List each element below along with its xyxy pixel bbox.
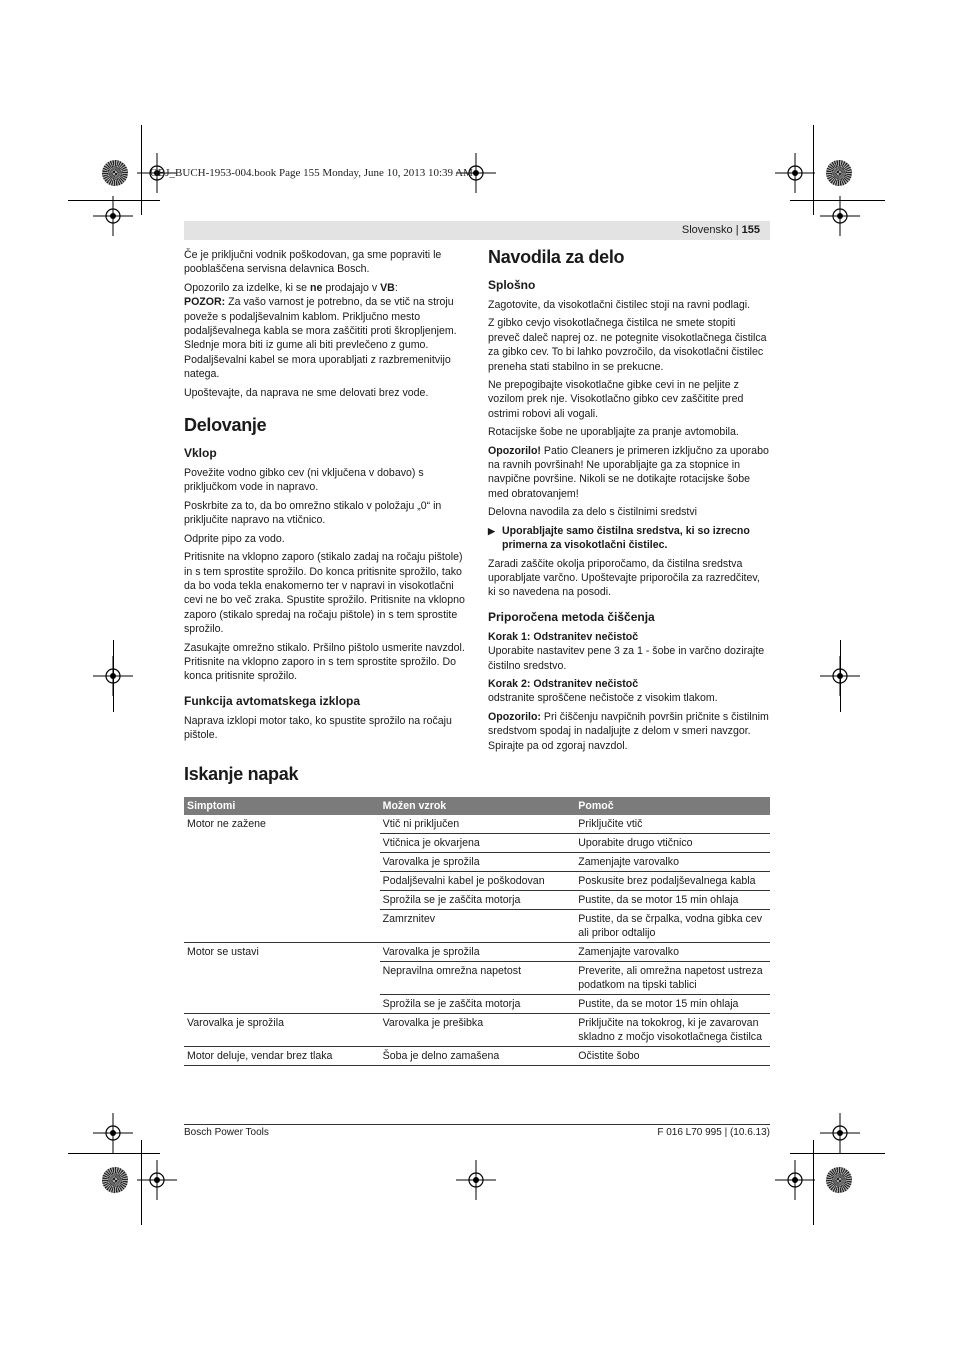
remedy-cell: Pustite, da se motor 15 min ohlaja (575, 995, 770, 1014)
table-row (184, 1047, 770, 1066)
remedy-cell: Zamenjajte varovalko (575, 943, 770, 962)
paragraph: Povežite vodno gibko cev (ni vključena v dobavo) s priključkom vode in napravo. (184, 467, 424, 494)
cause-cell: Podaljševalni kabel je poškodovan (380, 872, 576, 891)
registration-cross-icon (456, 1160, 496, 1200)
registration-cross-icon (775, 153, 815, 193)
remedy-cell: Pustite, da se črpalka, vodna gibka cev ali pribor odtalijo (575, 910, 770, 943)
cause-cell: Varovalka je sprožila (380, 853, 576, 872)
subheading-metoda: Priporočena metoda čiščenja (488, 609, 655, 624)
section-heading-delovanje: Delovanje (184, 415, 267, 436)
table-header-row (184, 797, 770, 815)
symptom-cell: Motor se ustavi (184, 943, 380, 1014)
column-header: Simptomi (184, 797, 380, 815)
registration-cross-icon (137, 1160, 177, 1200)
step-title: Korak 2: Odstranitev nečistoč (488, 677, 639, 690)
color-target-icon (102, 160, 128, 186)
crop-line (790, 200, 885, 201)
paragraph: Zaradi zaščite okolja priporočamo, da čistilna sredstva uporabljate varčno. Upoštevajte priporočila za razredčitev, ki so navedena na posodi. (488, 557, 760, 599)
paragraph: Z gibko cevjo visokotlačnega čistilca ne smete stopiti preveč daleč naprej oz. ne potegnite visokotlačnega čistilca za gibko cev. To bi lahko povzročilo, da visokotlačni čistilec preneha stati stabilno in se prekucne. (488, 317, 767, 373)
symptom-cell: Motor deluje, vendar brez tlaka (184, 1047, 380, 1066)
right-column (488, 246, 770, 757)
crop-line (68, 1153, 160, 1154)
subheading-splosno: Splošno (488, 278, 536, 292)
color-target-icon (102, 1167, 128, 1193)
page-number: 155 (741, 224, 760, 236)
footer-doc-id: F 016 L70 995 | (10.6.13) (657, 1127, 770, 1138)
registration-cross-icon (93, 196, 133, 236)
section-heading-navodila: Navodila za delo (488, 247, 625, 267)
paragraph: Zagotovite, da visokotlačni čistilec stoji na ravni podlagi. (488, 299, 751, 311)
remedy-cell: Zamenjajte varovalko (575, 853, 770, 872)
section-heading-iskanje: Iskanje napak (184, 764, 299, 784)
troubleshooting-table (184, 797, 770, 1066)
registration-cross-icon (820, 196, 860, 236)
paragraph: Če je priključni vodnik poškodovan, ga sme popraviti le pooblaščena servisna delavnica Bosch. (184, 249, 442, 276)
registration-cross-icon (775, 1160, 815, 1200)
crop-line (840, 640, 841, 712)
remedy-cell: Priključite na tokokrog, ki je zavarovan skladno z močjo visokotlačnega čistilca (575, 1014, 770, 1047)
paragraph: odstranite sproščene nečistoče z visokim tlakom. (488, 692, 718, 705)
header-separator: | (735, 224, 739, 236)
crop-line (68, 200, 160, 201)
cause-cell: Zamrznitev (380, 910, 576, 943)
paragraph: Opozorilo! Patio Cleaners je primeren izključno za uporabo na ravnih površinah! Ne uporabljajte ga za stopnice in navpične površine. Nikoli se ne dotikajte rotacijske šobe med obratovanjem! (488, 444, 769, 500)
paragraph: Delovna navodila za delo s čistilnimi sredstvi (488, 506, 698, 519)
bullet-item: ▶ Uporabljajte samo čistilna sredstva, ki so izrecno primerna za visokotlačni čistilec. (488, 524, 750, 552)
crop-line (813, 125, 814, 215)
paragraph: Naprava izklopi motor tako, ko spustite sprožilo na ročaju pištole. (184, 714, 452, 742)
color-target-icon (826, 160, 852, 186)
cause-cell: Sprožila se je zaščita motorja (380, 995, 576, 1014)
crop-line (141, 125, 142, 215)
paragraph: Opozorilo za izdelke, ki se ne prodajajo v VB: POZOR: Za vašo varnost je potrebno, da se vtič na stroju poveže s podaljševalnim kablom. Priključno mesto podaljševalnega kabla se mora zaščititi proti škropljenjem. Slednje mora biti iz gume ali biti prevlečeno z gumo. Podaljševalni kabel se mora uporabljati z razbremenitvijo natega. (184, 281, 457, 381)
registration-cross-icon (93, 1113, 133, 1153)
registration-cross-icon (820, 1113, 860, 1153)
cause-cell: Šoba je delno zamašena (380, 1047, 576, 1066)
color-target-icon (826, 1167, 852, 1193)
step-title: Korak 1: Odstranitev nečistoč (488, 630, 639, 643)
remedy-cell: Pustite, da se motor 15 min ohlaja (575, 891, 770, 910)
cause-cell: Varovalka je prešibka (380, 1014, 576, 1047)
cause-cell: Sprožila se je zaščita motorja (380, 891, 576, 910)
paragraph: Rotacijske šobe ne uporabljajte za pranje avtomobila. (488, 426, 739, 439)
left-column (184, 248, 466, 747)
triangle-bullet-icon: ▶ (488, 525, 495, 536)
paragraph: Opozorilo: Pri čiščenju navpičnih površin pričnite s čistilnim sredstvom spodaj in nadaljujte z delom v smeri navzgor. Spirajte pa od zgoraj navzdol. (488, 710, 769, 752)
paragraph: Pritisnite na vklopno zaporo (stikalo zadaj na ročaju pištole) in s tem sprostite sprožilo. Do konca pritisnite sprožilo, tako da bo voda tekla enakomerno ter v napravi in visokotlačni cevi ne bo več zraka. Spustite sprožilo. Pritisnite na vklopno zaporo (stikalo spredaj na ročaju pištole) in s tem sprostite sprožilo. (184, 551, 465, 636)
symptom-cell: Varovalka je sprožila (184, 1014, 380, 1047)
cause-cell: Vtičnica je okvarjena (380, 834, 576, 853)
crop-line (790, 1153, 885, 1154)
subheading-funkcija: Funkcija avtomatskega izklopa (184, 693, 361, 708)
paragraph: Upoštevajte, da naprava ne sme delovati brez vode. (184, 386, 429, 399)
column-header: Pomoč (575, 797, 770, 815)
paragraph: Odprite pipo za vodo. (184, 532, 285, 545)
crop-line (113, 640, 114, 712)
table-row (184, 1014, 770, 1047)
footer-rule (184, 1124, 770, 1125)
remedy-cell: Preverite, ali omrežna napetost ustreza podatkom na tipski tablici (575, 962, 770, 995)
paragraph: Zasukajte omrežno stikalo. Pršilno pištolo usmerite navzdol. Pritisnite na vklopno zaporo in s tem sprostite sprožilo. Do konca pritisnite sprožilo. (184, 641, 465, 683)
remedy-cell: Očistite šobo (575, 1047, 770, 1066)
print-info: OBJ_BUCH-1953-004.book Page 155 Monday, June 10, 2013 10:39 AM (150, 167, 473, 179)
cause-cell: Vtič ni priključen (380, 815, 576, 834)
symptom-cell: Motor ne zažene (184, 815, 380, 943)
subheading-vklop: Vklop (184, 446, 217, 461)
cause-cell: Nepravilna omrežna napetost (380, 962, 576, 995)
page-header (184, 221, 770, 240)
table-row (184, 815, 770, 834)
remedy-cell: Poskusite brez podaljševalnega kabla (575, 872, 770, 891)
paragraph: Poskrbite za to, da bo omrežno stikalo v položaju „0“ in priključite napravo na vtičnico. (184, 499, 442, 527)
remedy-cell: Uporabite drugo vtičnico (575, 834, 770, 853)
cause-cell: Varovalka je sprožila (380, 943, 576, 962)
paragraph: Uporabite nastavitev pene 3 za 1 - šobe in varčno dozirajte čistilno sredstvo. (488, 645, 765, 672)
column-header: Možen vzrok (380, 797, 576, 815)
table-row (184, 943, 770, 962)
footer-brand: Bosch Power Tools (184, 1127, 269, 1138)
header-language: Slovensko (681, 224, 733, 236)
remedy-cell: Priključite vtič (575, 815, 770, 834)
paragraph: Ne prepogibajte visokotlačne gibke cevi in ne peljite z vozilom prek nje. Visokotlačno gibko cev zaščitite pred ostrimi robovi ali vogali. (488, 379, 744, 420)
